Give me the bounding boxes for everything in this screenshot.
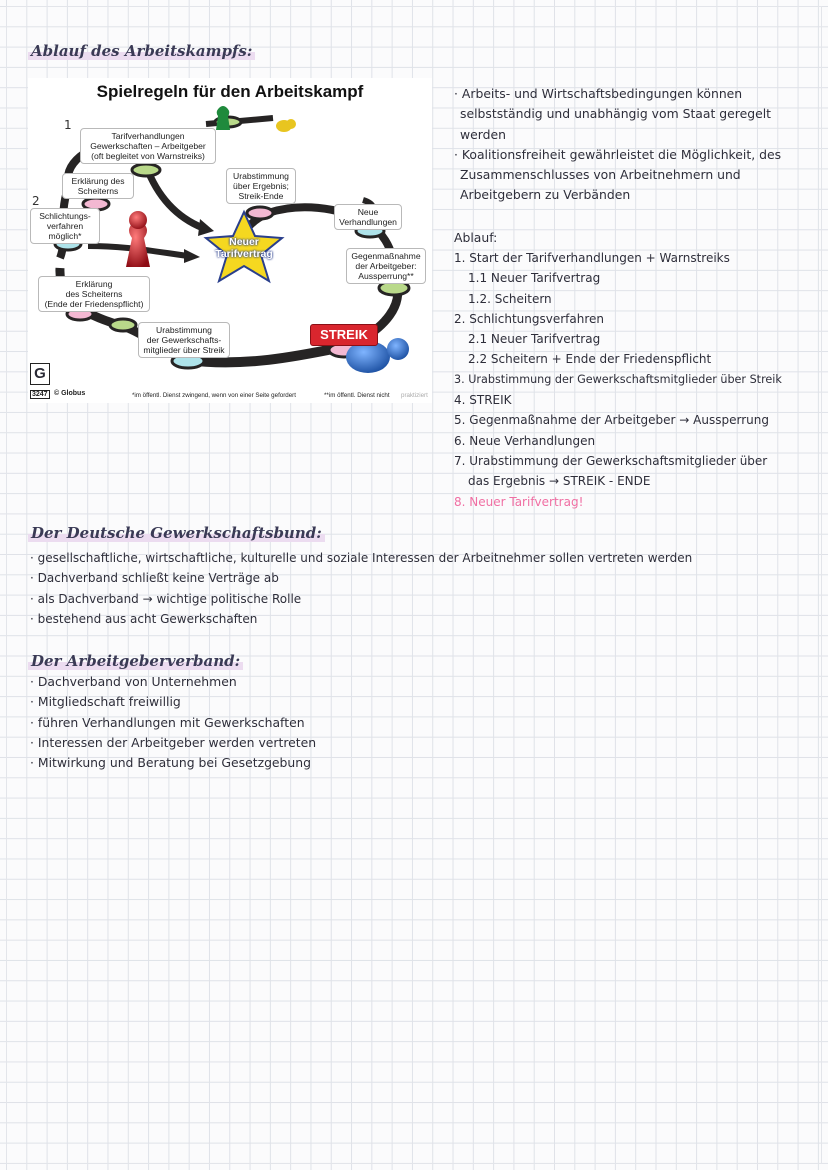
- footer-note-2: **im öffentl. Dienst nicht: [324, 392, 390, 399]
- ablauf-item: 1. Start der Tarifverhandlungen + Warnstreiks: [454, 251, 730, 265]
- diagram-number-2: 2: [32, 194, 40, 208]
- footer-code: 3247: [32, 391, 48, 398]
- label-erklaerung-scheitern-2: Erklärung des Scheiterns (Ende der Friedenspflicht): [38, 276, 150, 312]
- label-schlichtungsverfahren: Schlichtungs- verfahren möglich*: [30, 208, 100, 244]
- ablauf-list: [454, 248, 782, 512]
- ablauf-item: 2. Schlichtungsverfahren: [454, 311, 604, 326]
- arrow-head: [198, 219, 214, 236]
- dgb-item: · gesellschaftliche, wirtschaftliche, kulturelle und soziale Interessen der Arbeitnehmer sollen vertreten werden: [30, 551, 693, 565]
- star-label-neuer-tarifvertrag: Neuer Tarifvertrag: [215, 236, 273, 260]
- section-heading-dgb: Der Deutsche Gewerkschaftsbund:: [28, 524, 325, 542]
- track-spot: [247, 207, 273, 219]
- track-spot: [132, 164, 160, 176]
- footer-note-1: *im öffentl. Dienst zwingend, wenn von einer Seite gefordert: [132, 392, 296, 399]
- ablauf-item: 7. Urabstimmung der Gewerkschaftsmitglieder über: [454, 453, 768, 468]
- footer-note-2-faded: praktiziert: [401, 392, 428, 399]
- agv-item: · Interessen der Arbeitgeber werden vertreten: [30, 734, 317, 750]
- ablauf-item: 2.2 Scheitern + Ende der Friedenspflicht: [468, 352, 712, 367]
- ablauf-item: 1.1 Neuer Tarifvertrag: [468, 271, 601, 286]
- note-line: · Arbeits- und Wirtschaftsbedingungen können: [454, 86, 743, 101]
- streik-badge: STREIK: [310, 324, 378, 346]
- globus-logo: G: [30, 363, 50, 385]
- agv-item: · führen Verhandlungen mit Gewerkschaften: [30, 714, 305, 730]
- arrow-head: [184, 249, 200, 263]
- label-tarifverhandlungen: Tarifverhandlungen Gewerkschaften – Arbeitgeber (oft begleitet von Warnstreiks): [80, 128, 216, 164]
- label-neue-verhandlungen: Neue Verhandlungen: [334, 204, 402, 230]
- note-line: · Koalitionsfreiheit gewährleistet die Möglichkeit, des: [454, 146, 782, 162]
- arbeitgeberverband-list: [30, 672, 316, 773]
- label-gegenmassnahme: Gegenmaßnahme der Arbeitgeber: Aussperrung**: [346, 248, 426, 284]
- blue-pawn-head: [387, 338, 409, 360]
- dgb-item: · Dachverband schließt keine Verträge ab: [30, 571, 279, 586]
- diagram-footer: [28, 387, 432, 403]
- ablauf-item: das Ergebnis → STREIK - ENDE: [468, 474, 651, 489]
- arbeitskampf-diagram: [28, 78, 432, 403]
- ablauf-title: Ablauf:: [454, 230, 498, 245]
- section-heading-arbeitgeberverband: Der Arbeitgeberverband:: [28, 652, 243, 670]
- agv-item: · Dachverband von Unternehmen: [30, 674, 237, 689]
- label-urabstimmung-ergebnis: Urabstimmung über Ergebnis; Streik-Ende: [226, 168, 296, 204]
- note-line: Arbeitgebern zu Verbänden: [460, 187, 631, 203]
- ablauf-item: 4. STREIK: [454, 393, 512, 408]
- yellow-pawn-head: [286, 119, 296, 129]
- footer-brand: © Globus: [54, 390, 86, 397]
- ablauf-item: 1.2. Scheitern: [468, 291, 552, 306]
- agv-item: · Mitgliedschaft freiwillig: [30, 694, 181, 710]
- ablauf-item: 5. Gegenmaßnahme der Arbeitgeber → Aussperrung: [454, 413, 769, 428]
- track-spot: [110, 319, 136, 331]
- section-heading-arbeitskampf: Ablauf des Arbeitskampfs:: [28, 42, 255, 60]
- green-pawn-icon: [216, 106, 230, 130]
- right-notes: [454, 84, 781, 206]
- note-line: werden: [460, 126, 506, 142]
- ablauf-item: 3. Urabstimmung der Gewerkschaftsmitglieder über Streik: [454, 372, 782, 386]
- ablauf-item-final: 8. Neuer Tarifvertrag!: [454, 494, 584, 509]
- ablauf-item: 2.1 Neuer Tarifvertrag: [468, 332, 601, 347]
- dgb-list: [30, 548, 692, 629]
- red-pawn-head: [129, 211, 147, 229]
- agv-item: · Mitwirkung und Beratung bei Gesetzgebung: [30, 755, 311, 771]
- note-line: Zusammenschlusses von Arbeitnehmern und: [460, 167, 741, 183]
- ablauf-item: 6. Neue Verhandlungen: [454, 433, 596, 448]
- dgb-item: · als Dachverband → wichtige politische Rolle: [30, 591, 302, 606]
- dgb-item: · bestehend aus acht Gewerkschaften: [30, 611, 258, 626]
- note-line: selbstständig und unabhängig vom Staat geregelt: [460, 106, 772, 122]
- diagram-title: Spielregeln für den Arbeitskampf: [96, 82, 364, 101]
- label-erklaerung-scheitern-1: Erklärung des Scheiterns: [62, 173, 134, 199]
- label-urabstimmung-streik: Urabstimmung der Gewerkschafts- mitglieder über Streik: [138, 322, 230, 358]
- diagram-number-1: 1: [64, 118, 72, 132]
